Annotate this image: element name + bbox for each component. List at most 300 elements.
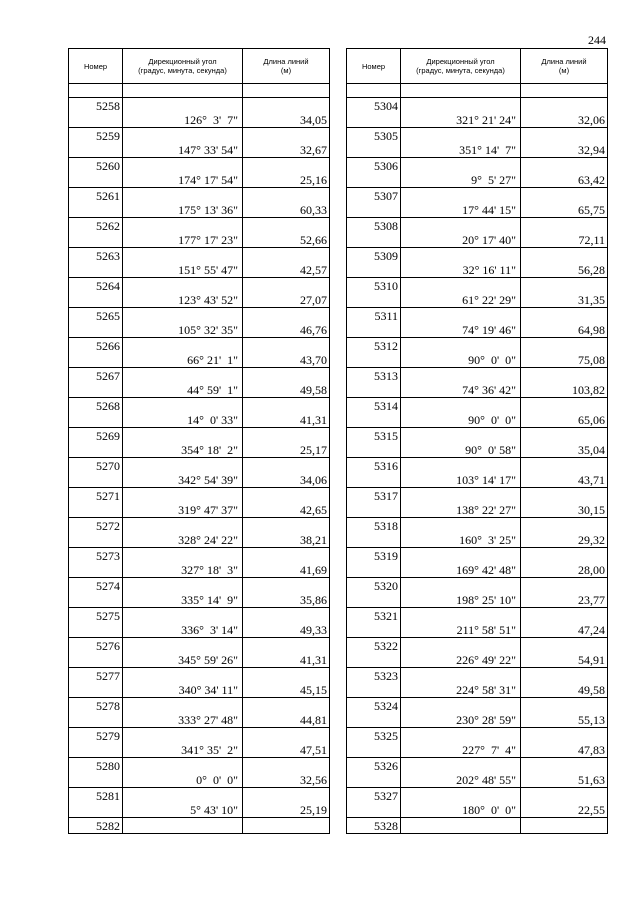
blank-cell	[243, 548, 330, 563]
blank-cell	[69, 473, 123, 488]
point-number: 5280	[69, 758, 123, 773]
blank-cell	[123, 368, 243, 383]
blank-cell	[69, 563, 123, 578]
blank-cell	[123, 578, 243, 593]
point-number: 5311	[347, 308, 401, 323]
blank-cell	[69, 713, 123, 728]
blank-cell	[401, 638, 521, 653]
blank-cell	[123, 548, 243, 563]
blank-cell	[401, 788, 521, 803]
blank-cell	[123, 758, 243, 773]
line-length: 41,31	[243, 413, 330, 428]
blank-cell	[123, 128, 243, 143]
direction-angle: 5° 43' 10"	[123, 803, 243, 818]
blank-cell	[347, 293, 401, 308]
page-number: 244	[588, 33, 606, 47]
blank-cell	[347, 593, 401, 608]
point-number: 5277	[69, 668, 123, 683]
blank-cell	[401, 488, 521, 503]
blank-cell	[69, 323, 123, 338]
direction-angle: 151° 55' 47"	[123, 263, 243, 278]
line-length: 52,66	[243, 233, 330, 248]
point-number: 5315	[347, 428, 401, 443]
line-length: 44,81	[243, 713, 330, 728]
blank-cell	[347, 563, 401, 578]
blank-cell	[243, 788, 330, 803]
blank-cell	[123, 248, 243, 263]
direction-angle: 333° 27' 48"	[123, 713, 243, 728]
line-length: 32,67	[243, 143, 330, 158]
direction-angle: 103° 14' 17"	[401, 473, 521, 488]
blank-cell	[69, 503, 123, 518]
blank-cell	[243, 398, 330, 413]
point-number: 5324	[347, 698, 401, 713]
blank-cell	[401, 518, 521, 533]
blank-cell	[243, 84, 330, 98]
blank-cell	[243, 698, 330, 713]
blank-cell	[401, 548, 521, 563]
direction-angle: 0° 0' 0"	[123, 773, 243, 788]
blank-cell	[69, 263, 123, 278]
point-number: 5327	[347, 788, 401, 803]
header-angle: Дирекционный угол (градус, минута, секунда)	[401, 49, 521, 84]
blank-cell	[123, 84, 243, 98]
blank-cell	[69, 173, 123, 188]
blank-cell	[521, 788, 608, 803]
blank-cell	[521, 548, 608, 563]
point-number: 5308	[347, 218, 401, 233]
blank-cell	[123, 818, 243, 834]
line-length: 45,15	[243, 683, 330, 698]
blank-cell	[69, 413, 123, 428]
blank-cell	[401, 428, 521, 443]
blank-cell	[69, 773, 123, 788]
blank-cell	[347, 443, 401, 458]
blank-cell	[347, 683, 401, 698]
blank-cell	[69, 743, 123, 758]
blank-cell	[521, 158, 608, 173]
blank-cell	[401, 338, 521, 353]
blank-cell	[347, 263, 401, 278]
line-length: 42,65	[243, 503, 330, 518]
direction-angle: 328° 24' 22"	[123, 533, 243, 548]
point-number: 5278	[69, 698, 123, 713]
direction-angle: 14° 0' 33"	[123, 413, 243, 428]
blank-cell	[243, 368, 330, 383]
blank-cell	[69, 623, 123, 638]
blank-cell	[521, 818, 608, 834]
header-length: Длина линий (м)	[243, 49, 330, 84]
blank-cell	[347, 383, 401, 398]
line-length: 41,31	[243, 653, 330, 668]
point-number: 5273	[69, 548, 123, 563]
blank-cell	[521, 488, 608, 503]
blank-cell	[401, 278, 521, 293]
direction-angle: 198° 25' 10"	[401, 593, 521, 608]
blank-cell	[401, 98, 521, 113]
line-length: 55,13	[521, 713, 608, 728]
line-length: 31,35	[521, 293, 608, 308]
blank-cell	[347, 773, 401, 788]
point-number: 5261	[69, 188, 123, 203]
line-length: 30,15	[521, 503, 608, 518]
point-number: 5262	[69, 218, 123, 233]
line-length: 25,16	[243, 173, 330, 188]
direction-angle: 32° 16' 11"	[401, 263, 521, 278]
blank-cell	[401, 818, 521, 834]
point-number: 5317	[347, 488, 401, 503]
blank-cell	[123, 98, 243, 113]
point-number: 5258	[69, 98, 123, 113]
blank-cell	[69, 84, 123, 98]
line-length: 42,57	[243, 263, 330, 278]
blank-cell	[243, 578, 330, 593]
point-number: 5279	[69, 728, 123, 743]
line-length: 64,98	[521, 323, 608, 338]
point-number: 5323	[347, 668, 401, 683]
line-length: 60,33	[243, 203, 330, 218]
line-length: 25,19	[243, 803, 330, 818]
direction-angle: 345° 59' 26"	[123, 653, 243, 668]
point-number: 5322	[347, 638, 401, 653]
line-length: 28,00	[521, 563, 608, 578]
line-length: 75,08	[521, 353, 608, 368]
line-length: 49,58	[243, 383, 330, 398]
blank-cell	[69, 443, 123, 458]
direction-angle: 126° 3' 7"	[123, 113, 243, 128]
blank-cell	[123, 308, 243, 323]
direction-angle: 226° 49' 22"	[401, 653, 521, 668]
blank-cell	[401, 458, 521, 473]
blank-cell	[69, 203, 123, 218]
direction-angle: 335° 14' 9"	[123, 593, 243, 608]
blank-cell	[243, 158, 330, 173]
direction-angle: 341° 35' 2"	[123, 743, 243, 758]
line-length: 32,94	[521, 143, 608, 158]
direction-angle: 17° 44' 15"	[401, 203, 521, 218]
point-number: 5272	[69, 518, 123, 533]
blank-cell	[521, 368, 608, 383]
line-length: 43,70	[243, 353, 330, 368]
line-length: 46,76	[243, 323, 330, 338]
direction-angle: 66° 21' 1"	[123, 353, 243, 368]
direction-angle: 9° 5' 27"	[401, 173, 521, 188]
blank-cell	[69, 353, 123, 368]
direction-angle: 340° 34' 11"	[123, 683, 243, 698]
line-length: 56,28	[521, 263, 608, 278]
blank-cell	[401, 758, 521, 773]
blank-cell	[243, 668, 330, 683]
blank-cell	[401, 188, 521, 203]
direction-angle: 138° 22' 27"	[401, 503, 521, 518]
header-length: Длина линий (м)	[521, 49, 608, 84]
point-number: 5267	[69, 368, 123, 383]
point-number: 5260	[69, 158, 123, 173]
line-length: 72,11	[521, 233, 608, 248]
point-number: 5307	[347, 188, 401, 203]
direction-angle: 160° 3' 25"	[401, 533, 521, 548]
coordinates-table-left	[68, 48, 330, 834]
direction-angle: 230° 28' 59"	[401, 713, 521, 728]
line-length: 32,56	[243, 773, 330, 788]
direction-angle: 354° 18' 2"	[123, 443, 243, 458]
blank-cell	[521, 128, 608, 143]
blank-cell	[521, 638, 608, 653]
blank-cell	[69, 113, 123, 128]
blank-cell	[347, 323, 401, 338]
blank-cell	[521, 188, 608, 203]
point-number: 5314	[347, 398, 401, 413]
line-length: 34,05	[243, 113, 330, 128]
blank-cell	[69, 653, 123, 668]
blank-cell	[69, 803, 123, 818]
blank-cell	[521, 308, 608, 323]
blank-cell	[401, 608, 521, 623]
blank-cell	[123, 788, 243, 803]
direction-angle: 20° 17' 40"	[401, 233, 521, 248]
blank-cell	[69, 293, 123, 308]
point-number: 5264	[69, 278, 123, 293]
line-length: 38,21	[243, 533, 330, 548]
blank-cell	[69, 383, 123, 398]
blank-cell	[243, 728, 330, 743]
blank-cell	[123, 278, 243, 293]
point-number: 5263	[69, 248, 123, 263]
point-number: 5265	[69, 308, 123, 323]
direction-angle: 227° 7' 4"	[401, 743, 521, 758]
direction-angle: 169° 42' 48"	[401, 563, 521, 578]
blank-cell	[401, 84, 521, 98]
blank-cell	[123, 638, 243, 653]
blank-cell	[243, 608, 330, 623]
blank-cell	[347, 473, 401, 488]
point-number: 5310	[347, 278, 401, 293]
blank-cell	[521, 338, 608, 353]
point-number: 5281	[69, 788, 123, 803]
point-number: 5305	[347, 128, 401, 143]
blank-cell	[521, 518, 608, 533]
blank-cell	[347, 623, 401, 638]
direction-angle: 336° 3' 14"	[123, 623, 243, 638]
point-number: 5313	[347, 368, 401, 383]
line-length: 34,06	[243, 473, 330, 488]
line-length: 27,07	[243, 293, 330, 308]
blank-cell	[347, 413, 401, 428]
blank-cell	[243, 218, 330, 233]
blank-cell	[243, 488, 330, 503]
blank-cell	[243, 338, 330, 353]
blank-cell	[347, 203, 401, 218]
blank-cell	[243, 758, 330, 773]
blank-cell	[123, 458, 243, 473]
blank-cell	[347, 353, 401, 368]
blank-cell	[243, 458, 330, 473]
line-length: 35,04	[521, 443, 608, 458]
direction-angle: 351° 14' 7"	[401, 143, 521, 158]
direction-angle: 224° 58' 31"	[401, 683, 521, 698]
blank-cell	[401, 368, 521, 383]
direction-angle: 90° 0' 0"	[401, 413, 521, 428]
line-length: 29,32	[521, 533, 608, 548]
header-number: Номер	[69, 49, 123, 84]
line-length: 47,83	[521, 743, 608, 758]
blank-cell	[123, 188, 243, 203]
blank-cell	[123, 728, 243, 743]
blank-cell	[521, 458, 608, 473]
coordinates-table-right	[346, 48, 608, 834]
blank-cell	[521, 668, 608, 683]
blank-cell	[123, 158, 243, 173]
line-length: 49,33	[243, 623, 330, 638]
blank-cell	[243, 98, 330, 113]
point-number: 5275	[69, 608, 123, 623]
blank-cell	[521, 278, 608, 293]
point-number: 5274	[69, 578, 123, 593]
line-length: 23,77	[521, 593, 608, 608]
direction-angle: 74° 36' 42"	[401, 383, 521, 398]
direction-angle: 177° 17' 23"	[123, 233, 243, 248]
blank-cell	[521, 98, 608, 113]
point-number: 5304	[347, 98, 401, 113]
point-number: 5306	[347, 158, 401, 173]
blank-cell	[123, 428, 243, 443]
point-number: 5325	[347, 728, 401, 743]
blank-cell	[521, 428, 608, 443]
blank-cell	[123, 398, 243, 413]
blank-cell	[69, 233, 123, 248]
blank-cell	[243, 428, 330, 443]
blank-cell	[401, 698, 521, 713]
blank-cell	[347, 113, 401, 128]
direction-angle: 342° 54' 39"	[123, 473, 243, 488]
blank-cell	[521, 698, 608, 713]
direction-angle: 74° 19' 46"	[401, 323, 521, 338]
point-number: 5320	[347, 578, 401, 593]
blank-cell	[401, 158, 521, 173]
blank-cell	[347, 743, 401, 758]
blank-cell	[123, 338, 243, 353]
point-number: 5270	[69, 458, 123, 473]
blank-cell	[69, 533, 123, 548]
direction-angle: 147° 33' 54"	[123, 143, 243, 158]
blank-cell	[347, 233, 401, 248]
line-length: 103,82	[521, 383, 608, 398]
blank-cell	[123, 218, 243, 233]
direction-angle: 174° 17' 54"	[123, 173, 243, 188]
point-number: 5266	[69, 338, 123, 353]
blank-cell	[123, 668, 243, 683]
point-number: 5319	[347, 548, 401, 563]
blank-cell	[243, 518, 330, 533]
blank-cell	[347, 173, 401, 188]
point-number: 5282	[69, 818, 123, 834]
line-length: 51,63	[521, 773, 608, 788]
direction-angle: 319° 47' 37"	[123, 503, 243, 518]
blank-cell	[401, 668, 521, 683]
point-number: 5271	[69, 488, 123, 503]
direction-angle: 211° 58' 51"	[401, 623, 521, 638]
direction-angle: 175° 13' 36"	[123, 203, 243, 218]
blank-cell	[69, 143, 123, 158]
direction-angle: 321° 21' 24"	[401, 113, 521, 128]
line-length: 65,06	[521, 413, 608, 428]
line-length: 35,86	[243, 593, 330, 608]
blank-cell	[521, 758, 608, 773]
direction-angle: 90° 0' 0"	[401, 353, 521, 368]
line-length: 32,06	[521, 113, 608, 128]
header-number: Номер	[347, 49, 401, 84]
point-number: 5276	[69, 638, 123, 653]
blank-cell	[243, 278, 330, 293]
blank-cell	[401, 728, 521, 743]
blank-cell	[521, 398, 608, 413]
header-angle: Дирекционный угол (градус, минута, секунда)	[123, 49, 243, 84]
blank-cell	[243, 128, 330, 143]
blank-cell	[243, 188, 330, 203]
blank-cell	[521, 218, 608, 233]
point-number: 5316	[347, 458, 401, 473]
blank-cell	[401, 128, 521, 143]
blank-cell	[123, 608, 243, 623]
line-length: 25,17	[243, 443, 330, 458]
blank-cell	[401, 248, 521, 263]
point-number: 5269	[69, 428, 123, 443]
direction-angle: 202° 48' 55"	[401, 773, 521, 788]
blank-cell	[401, 398, 521, 413]
point-number: 5328	[347, 818, 401, 834]
blank-cell	[401, 218, 521, 233]
blank-cell	[347, 143, 401, 158]
blank-cell	[123, 488, 243, 503]
direction-angle: 44° 59' 1"	[123, 383, 243, 398]
blank-cell	[347, 503, 401, 518]
point-number: 5326	[347, 758, 401, 773]
line-length: 49,58	[521, 683, 608, 698]
blank-cell	[401, 578, 521, 593]
point-number: 5259	[69, 128, 123, 143]
blank-cell	[521, 728, 608, 743]
blank-cell	[347, 84, 401, 98]
direction-angle: 61° 22' 29"	[401, 293, 521, 308]
point-number: 5318	[347, 518, 401, 533]
blank-cell	[347, 803, 401, 818]
blank-cell	[347, 653, 401, 668]
blank-cell	[243, 818, 330, 834]
line-length: 63,42	[521, 173, 608, 188]
direction-angle: 180° 0' 0"	[401, 803, 521, 818]
point-number: 5268	[69, 398, 123, 413]
blank-cell	[243, 638, 330, 653]
direction-angle: 105° 32' 35"	[123, 323, 243, 338]
direction-angle: 90° 0' 58"	[401, 443, 521, 458]
line-length: 65,75	[521, 203, 608, 218]
blank-cell	[347, 533, 401, 548]
blank-cell	[123, 518, 243, 533]
line-length: 47,51	[243, 743, 330, 758]
direction-angle: 123° 43' 52"	[123, 293, 243, 308]
blank-cell	[521, 248, 608, 263]
blank-cell	[69, 683, 123, 698]
blank-cell	[69, 593, 123, 608]
blank-cell	[243, 308, 330, 323]
line-length: 43,71	[521, 473, 608, 488]
blank-cell	[521, 608, 608, 623]
point-number: 5309	[347, 248, 401, 263]
blank-cell	[243, 248, 330, 263]
line-length: 47,24	[521, 623, 608, 638]
line-length: 22,55	[521, 803, 608, 818]
point-number: 5312	[347, 338, 401, 353]
